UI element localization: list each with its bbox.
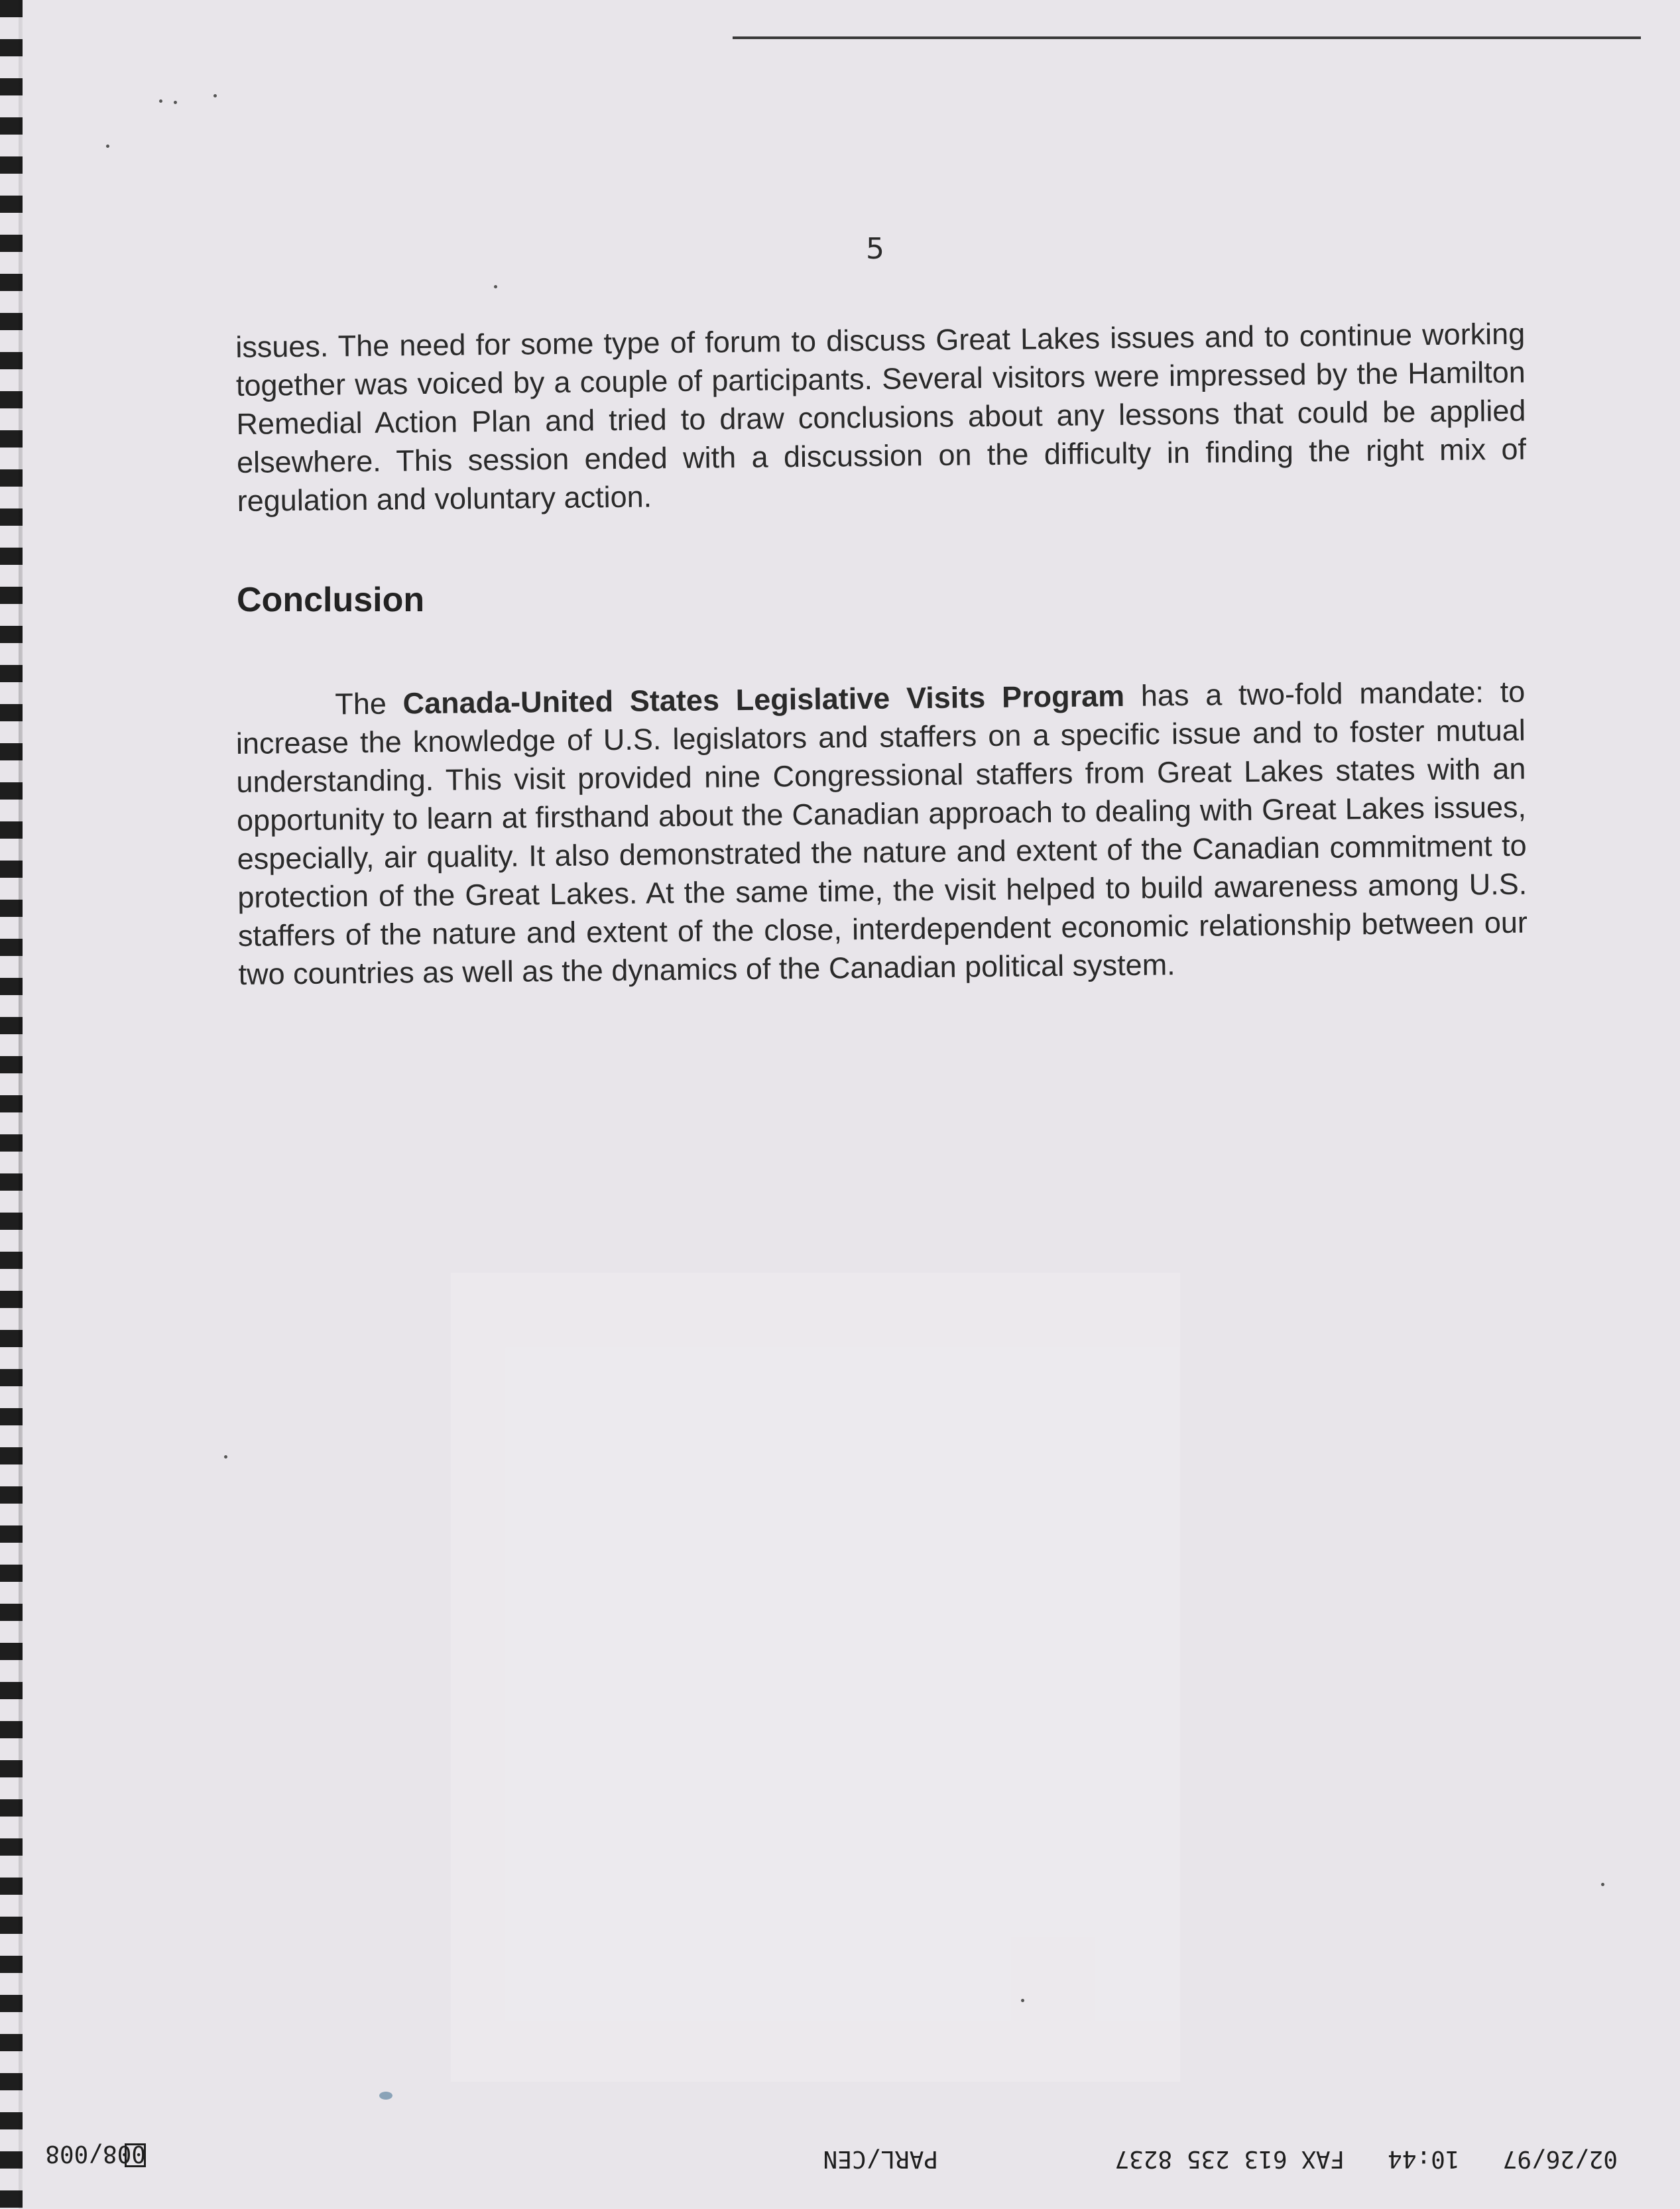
paper-speck bbox=[174, 101, 177, 104]
paper-speck bbox=[213, 94, 217, 97]
paragraph-conclusion bbox=[235, 673, 1528, 994]
conclusion-lead: The bbox=[335, 686, 403, 721]
paragraph-continuation: issues. The need for some type of forum to discuss Great Lakes issues and to continue working together was voiced by a couple of participants. Several visitors were impressed by the Hamilton Remedial Action Plan and tried to draw conclusions about any lessons that could be applied elsewhere. This session ended with a discussion on the difficulty in finding the right mix of regulation and voluntary action. bbox=[235, 316, 1527, 518]
paper-speck bbox=[106, 145, 109, 148]
program-name: Canada-United States Legislative Visits Program bbox=[402, 678, 1125, 721]
paper-speck bbox=[494, 285, 497, 288]
fax-page-count-text: 008/008 bbox=[45, 2140, 146, 2167]
page-number: 5 bbox=[866, 232, 884, 266]
fax-sender: PARL/CEN bbox=[823, 2145, 938, 2173]
blue-speck bbox=[379, 2092, 392, 2100]
fax-datetime: 02/26/97 10:44 FAX 613 235 8237 bbox=[1114, 2145, 1618, 2173]
spiral-binding bbox=[0, 0, 23, 2209]
paper-speck bbox=[224, 1455, 227, 1459]
top-rule bbox=[733, 36, 1641, 39]
section-heading-conclusion: Conclusion bbox=[237, 581, 425, 619]
fax-transmission-header bbox=[45, 2138, 1618, 2178]
conclusion-body: has a two-fold mandate: to increase the knowledge of U.S. legislators and staffers on a specific issue and to foster mutual understanding. This visit provided nine Congressional staffers from Great Lakes states with an opportunity to learn at firsthand about the Canadian approach to dealing with Great Lakes issues, especially, air quality. It also demonstrated the nature and extent of the Canadian commitment to protection of the Great Lakes. At the same time, the visit helped to build awareness among U.S. staffers of the nature and extent of the close, interdependent economic relationship between our two countries as well as the dynamics of the Canadian political system. bbox=[235, 674, 1528, 991]
paper-speck bbox=[1601, 1883, 1604, 1886]
paper-speck bbox=[159, 99, 162, 103]
paper-speck bbox=[1021, 1999, 1024, 2002]
faint-watermark bbox=[451, 1273, 1180, 2082]
